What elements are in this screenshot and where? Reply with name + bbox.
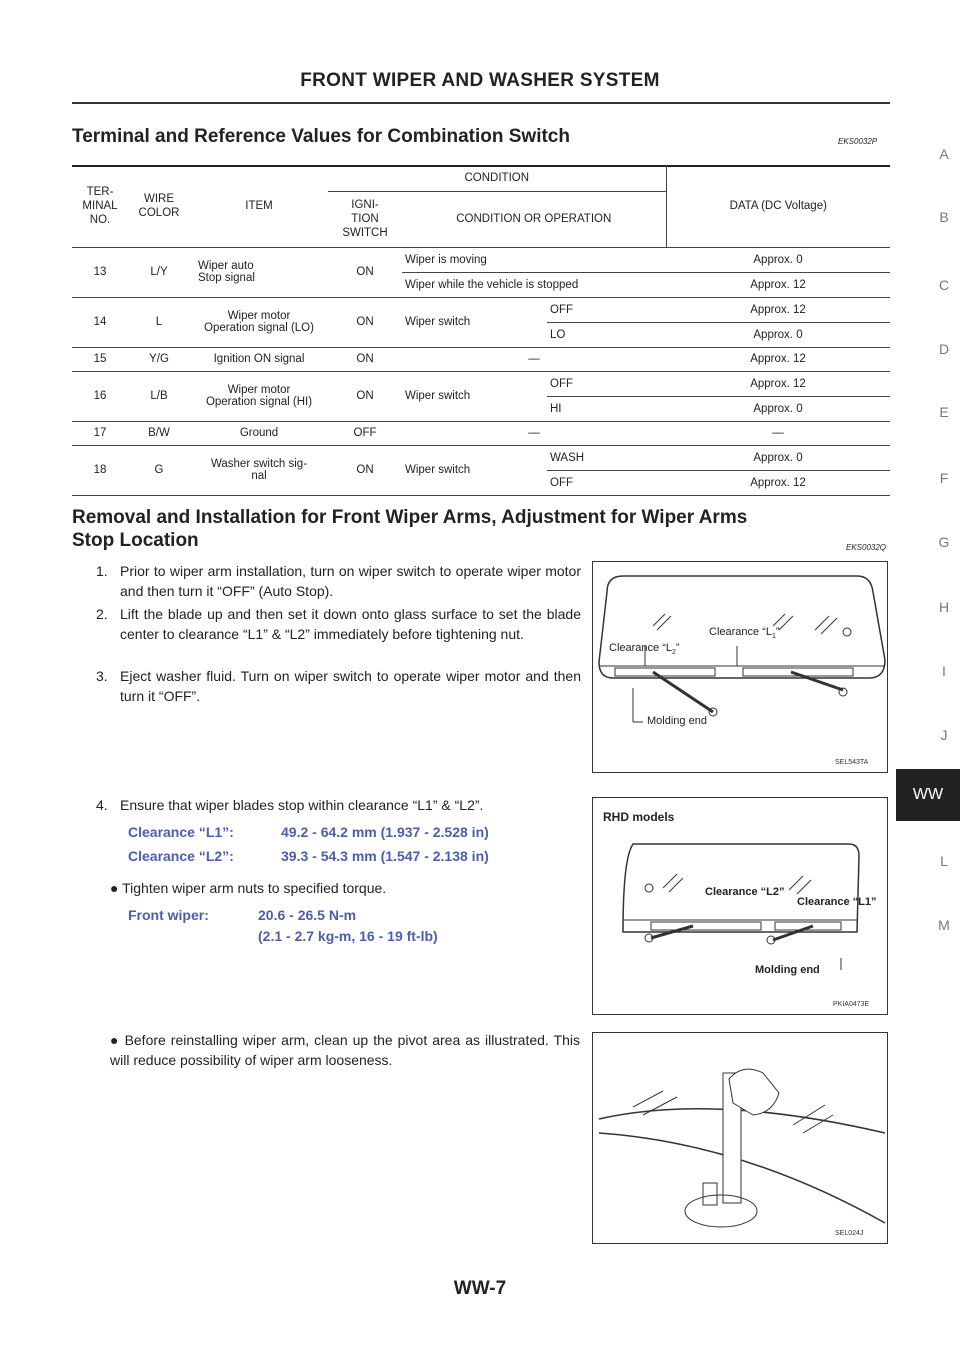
spec-l2-label: Clearance “L2”: [128, 848, 234, 864]
cell-data: — [666, 421, 890, 445]
spec-torque-label: Front wiper: [128, 907, 209, 923]
label-molding-end: Molding end [755, 964, 820, 976]
cell-terminal: 17 [72, 421, 128, 445]
cell-data: Approx. 12 [666, 371, 890, 396]
cell-sub-condition: OFF [547, 297, 666, 322]
header-condition: CONDITION [328, 165, 666, 191]
spec-l1-label: Clearance “L1”: [128, 824, 234, 840]
header-ignition: IGNI- TION SWITCH [328, 191, 402, 247]
cell-operation: — [402, 347, 666, 371]
step-number: 3. [96, 668, 108, 684]
step-number: 2. [96, 606, 108, 622]
side-tab-g[interactable]: G [938, 534, 950, 550]
figure-code: SEL024J [835, 1230, 864, 1237]
figure-pivot-cleaning [592, 1032, 888, 1244]
step-text: Prior to wiper arm installation, turn on wiper switch to operate wiper motor and then turn it “OFF” (Auto Stop). [120, 563, 581, 599]
cell-data: Approx. 0 [666, 445, 890, 470]
section-title-terminal: Terminal and Reference Values for Combination Switch [72, 126, 570, 147]
cell-ignition: ON [328, 445, 402, 495]
cell-ignition: ON [328, 347, 402, 371]
spec-torque-value: 20.6 - 26.5 N-m [258, 907, 357, 923]
side-tab-j[interactable]: J [940, 727, 948, 743]
bullet-clean-pivot [110, 1030, 580, 1070]
step-number: 1. [96, 563, 108, 579]
side-tab-i[interactable]: I [942, 663, 946, 679]
cell-data: Approx. 12 [666, 347, 890, 371]
step-text: Eject washer fluid. Turn on wiper switch to operate wiper motor and then turn it “OFF”. [120, 668, 581, 704]
label-clearance-l2: Clearance “$L_2$” [609, 642, 680, 657]
cell-ignition: OFF [328, 421, 402, 445]
cell-item: Wiper motor Operation signal (LO) [190, 297, 328, 347]
bullet-tighten [110, 878, 386, 898]
cell-operation: — [402, 421, 666, 445]
cell-terminal: 16 [72, 371, 128, 421]
cell-wire-color: L/Y [128, 247, 190, 297]
step-4 [96, 795, 581, 815]
side-tab-b[interactable]: B [939, 209, 949, 225]
page-title: FRONT WIPER AND WASHER SYSTEM [300, 70, 660, 91]
cell-data: Approx. 12 [666, 297, 890, 322]
cell-sub-condition: OFF [547, 371, 666, 396]
header-operation: CONDITION OR OPERATION [402, 191, 666, 247]
cell-item: Washer switch sig- nal [190, 445, 328, 495]
label-clearance-l1: Clearance “$L_1$” [709, 626, 780, 641]
cell-operation: Wiper switch [402, 371, 547, 421]
bullet-dot-icon: ● [110, 1032, 120, 1048]
side-tab-c[interactable]: C [938, 277, 950, 293]
cell-item: Wiper auto Stop signal [190, 247, 328, 297]
step-1 [96, 561, 581, 601]
cell-sub-condition: WASH [547, 445, 666, 470]
label-clearance-l1: Clearance “L1” [797, 896, 877, 908]
cell-sub-condition: OFF [547, 470, 666, 495]
cell-item: Ground [190, 421, 328, 445]
cell-operation: Wiper switch [402, 297, 547, 347]
cell-data: Approx. 12 [666, 272, 890, 297]
spec-l2-value: 39.3 - 54.3 mm (1.547 - 2.138 in) [281, 848, 489, 864]
side-tab-e[interactable]: E [939, 404, 949, 420]
side-tab-h[interactable]: H [938, 599, 950, 615]
cell-item: Wiper motor Operation signal (HI) [190, 371, 328, 421]
label-molding-end: Molding end [647, 715, 707, 727]
spec-torque-value-alt: (2.1 - 2.7 kg-m, 16 - 19 ft-lb) [258, 928, 438, 944]
bullet-text: Tighten wiper arm nuts to specified torque. [122, 880, 387, 896]
step-2 [96, 604, 581, 644]
spec-l1-value: 49.2 - 64.2 mm (1.937 - 2.528 in) [281, 824, 489, 840]
cell-data: Approx. 0 [666, 322, 890, 347]
cell-item: Ignition ON signal [190, 347, 328, 371]
figure-rhd-clearance [592, 797, 888, 1015]
cell-terminal: 14 [72, 297, 128, 347]
cell-wire-color: L/B [128, 371, 190, 421]
label-clearance-l2: Clearance “L2” [705, 886, 785, 898]
page-number: WW-7 [453, 1278, 507, 1299]
step-text: Ensure that wiper blades stop within clearance “L1” & “L2”. [120, 797, 484, 813]
cell-wire-color: Y/G [128, 347, 190, 371]
cell-terminal: 13 [72, 247, 128, 297]
side-tab-m[interactable]: M [938, 917, 950, 933]
section-code: EKS0032P [838, 137, 878, 146]
cell-data: Approx. 12 [666, 470, 890, 495]
header-terminal: TER- MINAL NO. [72, 165, 128, 247]
bullet-text: Before reinstalling wiper arm, clean up the pivot area as illustrated. This will reduce possibility of wiper arm looseness. [110, 1032, 580, 1068]
figure-title: RHD models [603, 810, 675, 824]
header-wire-color: WIRE COLOR [128, 165, 190, 247]
step-text: Lift the blade up and then set it down onto glass surface to set the blade center to clearance “L1” & “L2” immediately before tightening nut. [120, 606, 581, 642]
side-tab-l[interactable]: L [940, 853, 948, 869]
cell-sub-condition: LO [547, 322, 666, 347]
section-code: EKS0032Q [846, 543, 887, 552]
cell-wire-color: G [128, 445, 190, 495]
cell-terminal: 15 [72, 347, 128, 371]
cell-operation: Wiper is moving [402, 247, 666, 272]
figure-code: PKIA0473E [833, 1001, 870, 1008]
cell-wire-color: B/W [128, 421, 190, 445]
header-item: ITEM [190, 165, 328, 247]
cell-ignition: ON [328, 247, 402, 297]
cell-wire-color: L [128, 297, 190, 347]
cell-sub-condition: HI [547, 396, 666, 421]
section-title-removal: Removal and Installation for Front Wiper Arms, Adjustment for Wiper Arms [72, 507, 748, 528]
cell-terminal: 18 [72, 445, 128, 495]
side-tab-a[interactable]: A [939, 146, 949, 162]
windshield-illustration [593, 562, 887, 772]
cell-data: Approx. 0 [666, 396, 890, 421]
bullet-dot-icon: ● [110, 880, 119, 896]
figure-clearance-diagram [592, 561, 888, 773]
header-rule [72, 102, 890, 104]
cell-operation: Wiper switch [402, 445, 547, 495]
cell-data: Approx. 0 [666, 247, 890, 272]
header-data: DATA (DC Voltage) [666, 165, 890, 247]
section-title-removal-line2: Stop Location [72, 530, 199, 551]
pivot-cleaning-illustration [593, 1033, 887, 1243]
terminal-table [72, 165, 890, 496]
cell-operation: Wiper while the vehicle is stopped [402, 272, 666, 297]
figure-code: SEL543TA [835, 759, 869, 766]
side-tab-f[interactable]: F [939, 470, 949, 486]
step-3 [96, 666, 581, 706]
side-tab-d[interactable]: D [938, 341, 950, 357]
cell-ignition: ON [328, 297, 402, 347]
step-number: 4. [96, 797, 108, 813]
cell-ignition: ON [328, 371, 402, 421]
side-tab-ww-active[interactable]: WW [896, 769, 960, 821]
